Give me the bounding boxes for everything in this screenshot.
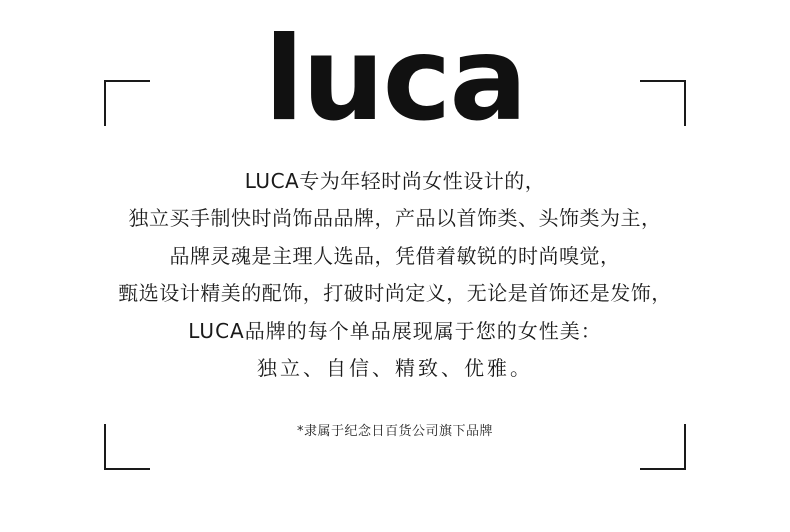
description-line-6: 独立、自信、精致、优雅。 (257, 355, 533, 380)
brand-description (40, 168, 750, 392)
brand-logo (0, 12, 790, 147)
description-line-4: 甄选设计精美的配饰，打破时尚定义，无论是首饰还是发饰， (118, 281, 672, 306)
footnote-text: *隶属于纪念日百货公司旗下品牌 (296, 424, 493, 439)
description-line-5: LUCA品牌的每个单品展现属于您的女性美： (188, 318, 602, 343)
description-line-2: 独立买手制快时尚饰品品牌，产品以首饰类、头饰类为主， (128, 206, 662, 231)
description-line-1: LUCA专为年轻时尚女性设计的， (244, 169, 546, 193)
brand-wordmark: luca (264, 12, 526, 147)
description-line-3: 品牌灵魂是主理人选品，凭借着敏锐的时尚嗅觉， (169, 243, 621, 268)
